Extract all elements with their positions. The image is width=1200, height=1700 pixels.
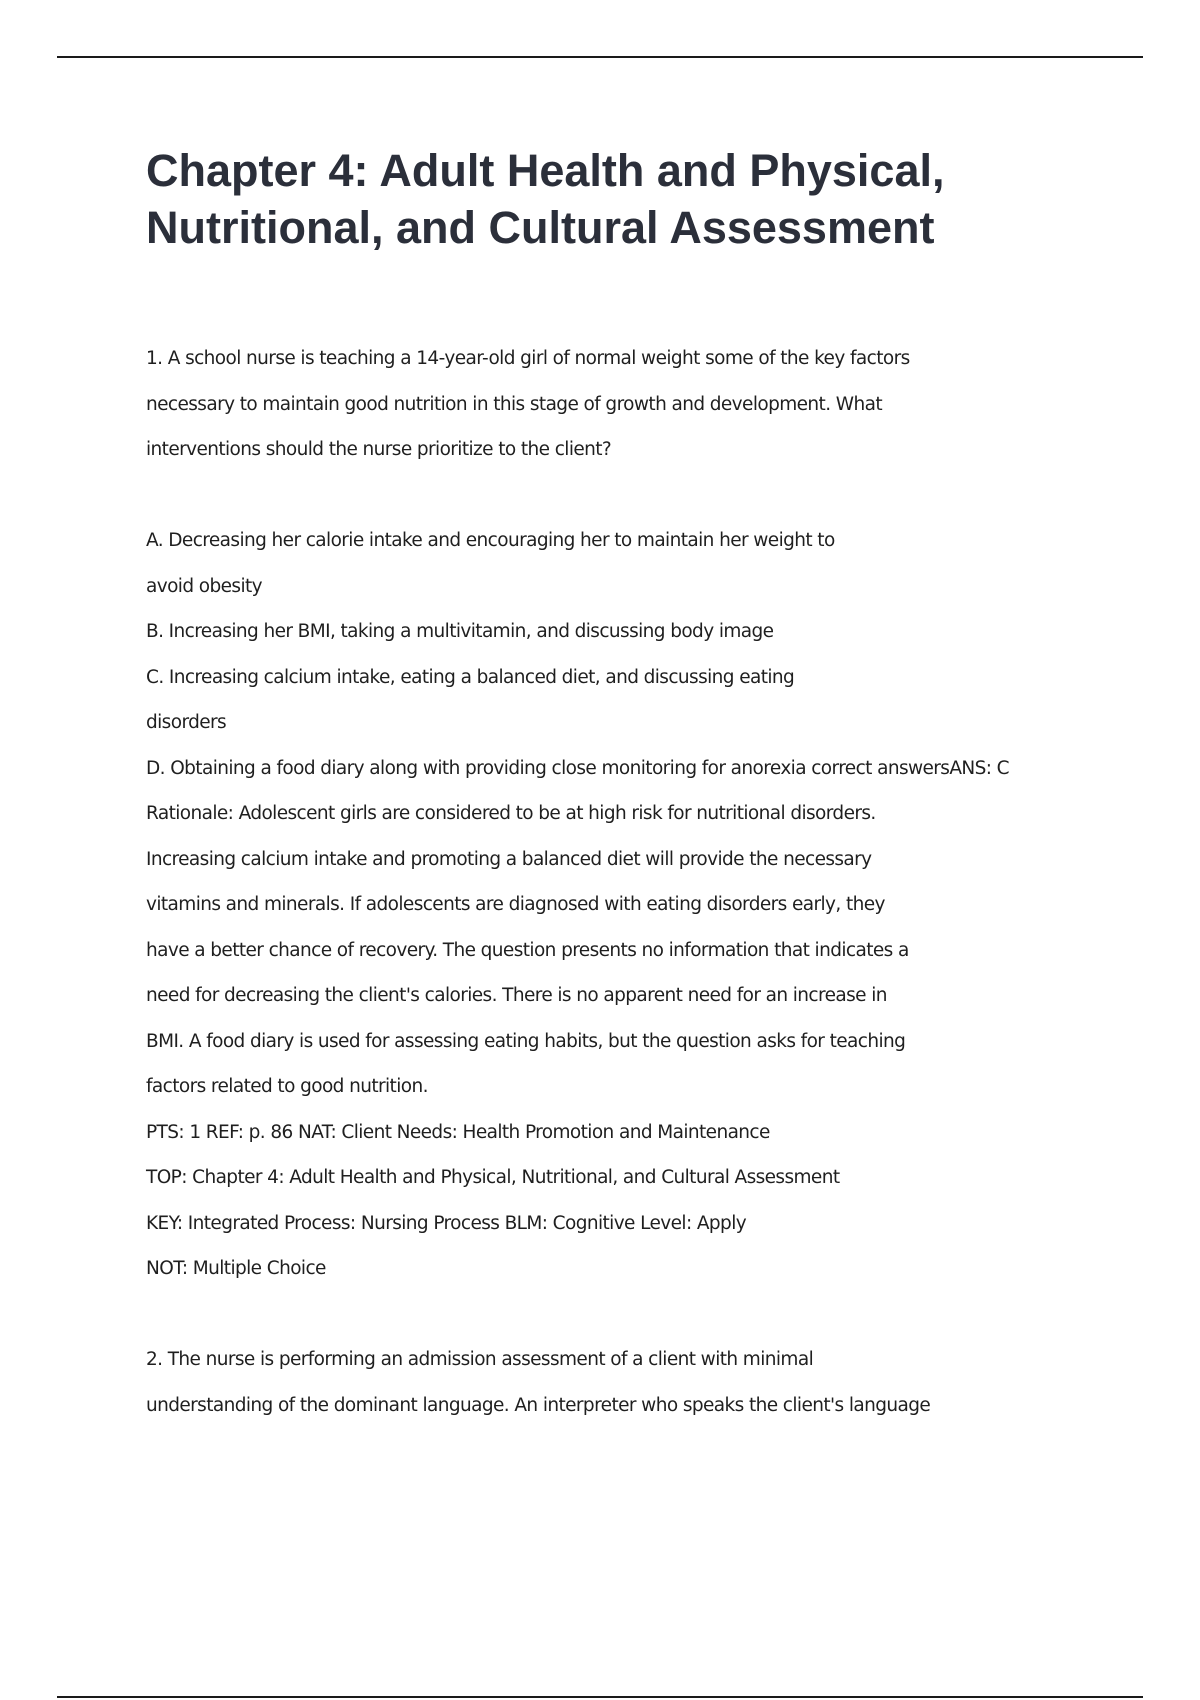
- bottom-rule: [57, 1696, 1143, 1698]
- top-rule: [57, 56, 1143, 58]
- meta-pts-ref-nat: PTS: 1 REF: p. 86 NAT: Client Needs: Health Promotion and Maintenance: [146, 1122, 770, 1143]
- option-c-line-2: disorders: [146, 712, 227, 733]
- title-line-2: Nutritional, and Cultural Assessment: [146, 202, 935, 253]
- question-1-stem-line-1: 1. A school nurse is teaching a 14-year-old girl of normal weight some of the key factors: [146, 348, 910, 369]
- question-1-stem-line-3: interventions should the nurse prioritize to the client?: [146, 439, 612, 460]
- question-1-stem-line-2: necessary to maintain good nutrition in this stage of growth and development. What: [146, 394, 882, 415]
- option-d-answer: D. Obtaining a food diary along with providing close monitoring for anorexia correct answersANS: C: [146, 758, 1010, 779]
- meta-not: NOT: Multiple Choice: [146, 1258, 326, 1279]
- option-a-line-1: A. Decreasing her calorie intake and encouraging her to maintain her weight to: [146, 530, 835, 551]
- question-2-stem-line-2: understanding of the dominant language. An interpreter who speaks the client's language: [146, 1395, 931, 1416]
- title-line-1: Chapter 4: Adult Health and Physical,: [146, 145, 945, 196]
- page-title: [146, 142, 1106, 256]
- option-a-line-2: avoid obesity: [146, 576, 262, 597]
- meta-top: TOP: Chapter 4: Adult Health and Physical, Nutritional, and Cultural Assessment: [146, 1167, 840, 1188]
- option-c-line-1: C. Increasing calcium intake, eating a balanced diet, and discussing eating: [146, 667, 795, 688]
- rationale-line-7: factors related to good nutrition.: [146, 1076, 428, 1097]
- rationale-line-4: have a better chance of recovery. The question presents no information that indicates a: [146, 940, 909, 961]
- rationale-line-5: need for decreasing the client's calories. There is no apparent need for an increase in: [146, 985, 887, 1006]
- option-b: B. Increasing her BMI, taking a multivitamin, and discussing body image: [146, 621, 774, 642]
- rationale-line-6: BMI. A food diary is used for assessing eating habits, but the question asks for teaching: [146, 1031, 906, 1052]
- question-2-stem-line-1: 2. The nurse is performing an admission assessment of a client with minimal: [146, 1349, 814, 1370]
- rationale-line-2: Increasing calcium intake and promoting a balanced diet will provide the necessary: [146, 849, 872, 870]
- meta-key: KEY: Integrated Process: Nursing Process BLM: Cognitive Level: Apply: [146, 1213, 747, 1234]
- rationale-line-3: vitamins and minerals. If adolescents are diagnosed with eating disorders early, they: [146, 894, 885, 915]
- rationale-line-1: Rationale: Adolescent girls are considered to be at high risk for nutritional disorders.: [146, 803, 876, 824]
